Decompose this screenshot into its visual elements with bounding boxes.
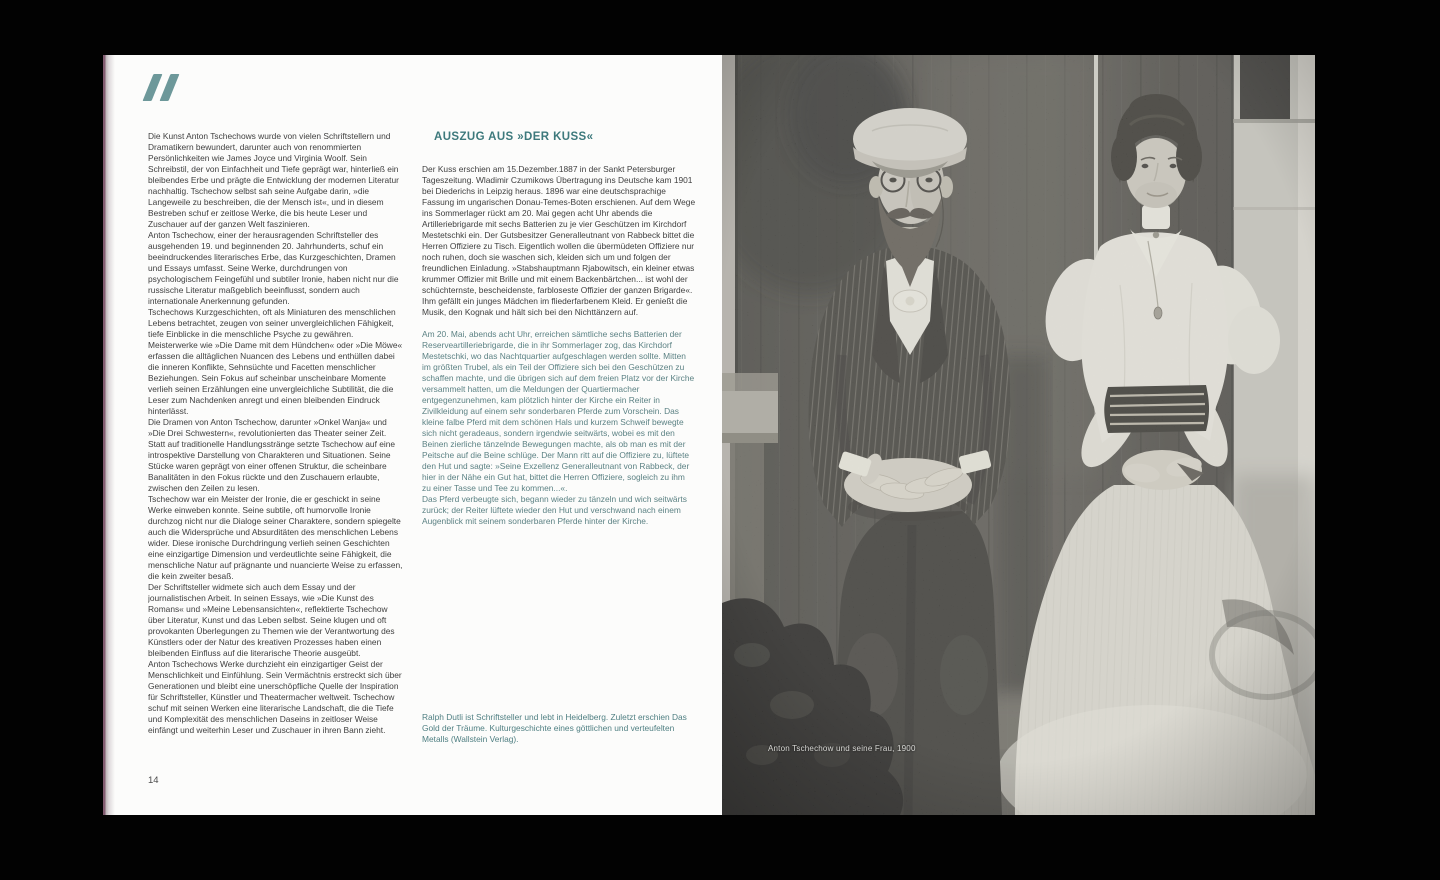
excerpt-intro-paragraph: Der Kuss erschien am 15.Dezember.1887 in der Sankt Petersburger Tageszeitung. Wladimir Czumikows Übertragung ins Deutsche kam 1901 bei Diederichs in Leipzig heraus. 1896 war eine deutschsprachige Fassung im ungarischen Donau-Temes-Boten erschienen. Auf dem Wege ins Sommerlager rückt am 20. Mai gegen acht Uhr abends die Artilleriebrigarde mit sechs Batterien zu je vier Geschützen im Kirchdorf Mestetschki ein. Der Gutsbesitzer Generalleutnant von Rabbeck bittet die Herren Offiziere zu Tisch. Eigentlich wollen die übermüdeten Offiziere nur noch ruhen, doch sie waschen sich, kleiden sich um und folgen der freundlichen Einladung. »Stabshauptmann Rjabowitsch, ein kleiner etwas krummer Offizier mit Brille und mit einem Backenbärtchen... ist wohl der schüchternste, bescheidenste, farbloseste Offizier der ganzen Brigarde«. Ihm gefällt ein junges Mädchen im fliederfarbenem Kleid. Er genießt die Musik, den Kognak und hält sich bei den Nichttänzern auf. <box>422 164 696 317</box>
excerpt-quote-paragraph: Das Pferd verbeugte sich, begann wieder zu tänzeln und wich seitwärts zurück; der Reiter lüftete wieder den Hut und verschwand nach einem Augenblick mit seinem sonderbaren Pferde hinter der Kirche. <box>422 494 687 526</box>
chekhov-photo-illustration <box>722 55 1315 815</box>
pull-quote-slashes-icon <box>148 74 182 104</box>
author-bio-note: Ralph Dutli ist Schriftsteller und lebt in Heidelberg. Zuletzt erschien Das Gold der Träume. Kulturgeschichte eines göttlichen und verteufelten Metalls (Wallstein Verlag). <box>422 712 687 744</box>
excerpt-column <box>422 131 696 799</box>
article-paragraph: Tschechow war ein Meister der Ironie, die er geschickt in seine Werke einweben konnte. Seine subtile, oft humorvolle Ironie durchzog nicht nur die Dialoge seiner Charaktere, sondern spiegelte auch die Widersprüche und Absurditäten des menschlichen Lebens wider. Diese ironische Durchdringung verlieh seinen Geschichten eine einzigartige Dimension und verdeutlichte seine Fähigkeit, die menschliche Natur auf prägnante und nuancierte Weise zu erfassen, die kein zweiter besaß. <box>148 494 403 581</box>
slash-icon <box>143 74 163 101</box>
article-paragraph: Anton Tschechow, einer der herausragenden Schriftsteller des ausgehenden 19. und beginnenden 20. Jahrhunderts, schuf ein beeindruckendes literarisches Erbe, das Kurzgeschichten, Dramen und Essays umfasst. Seine Werke, durchdrungen von psychologischem Feingefühl und subtiler Ironie, haben nicht nur die russische Literatur maßgeblich beeinflusst, sondern auch internationale Anerkennung gefunden. <box>148 230 399 306</box>
article-paragraph: Die Kunst Anton Tschechows wurde von vielen Schriftstellern und Dramatikern bewundert, darunter auch von renommierten Persönlichkeiten wie James Joyce und Virginia Woolf. Sein Schreibstil, der von Einfachheit und Tiefe geprägt war, hinterließ ein bleibendes Erbe und prägte die Entwicklung der modernen Literatur nachhaltig. Tschechow selbst sah seine Aufgabe darin, »die Langeweile zu beschreiben, die der Mensch ist«, und in diesem Bestreben schuf er zeitlose Werke, die bis heute Leser und Zuschauer auf der ganzen Welt faszinieren. <box>148 131 399 229</box>
slash-icon <box>160 74 180 101</box>
photo-caption: Anton Tschechow und seine Frau, 1900 <box>768 744 916 753</box>
article-text-column <box>148 131 404 783</box>
excerpt-heading: AUSZUG AUS »DER KUSS« <box>434 131 594 143</box>
article-paragraph: Tschechows Kurzgeschichten, oft als Miniaturen des menschlichen Lebens betrachtet, zeugen von seiner unvergleichlichen Fähigkeit, tiefe Einblicke in die menschliche Psyche zu gewähren. Meisterwerke wie »Die Dame mit dem Hündchen« oder »Die Möwe« erfassen die alltäglichen Nuancen des Lebens und enthüllen dabei die inneren Konflikte, Sehnsüchte und Facetten menschlicher Beziehungen. Sein Fokus auf scheinbar unscheinbare Momente verlieh seinen Erzählungen eine unvergleichliche Subtilität, die die Leser zum Nachdenken anregt und einen bleibenden Eindruck hinterlässt. <box>148 307 403 416</box>
page-number: 14 <box>148 775 159 786</box>
article-paragraph: Die Dramen von Anton Tschechow, darunter »Onkel Wanja« und »Die Drei Schwestern«, revolutionierten das Theater seiner Zeit. Statt auf traditionelle Handlungsstränge setzte Tschechow auf eine introspektive Darstellung von Charakteren und Situationen. Seine Stücke waren geprägt von einer offenen Struktur, die scheinbare Banalitäten in den Fokus rückte und den Zuschauern erlaubte, zwischen den Zeilen zu lesen. <box>148 417 396 493</box>
article-paragraph: Der Schriftsteller widmete sich auch dem Essay und der journalistischen Arbeit. In seinen Essays, wie »Die Kunst des Romans« und »Meine Lebensansichten«, reflektierte Tschechow über Literatur, Kunst und das Leben selbst. Seine klugen und oft provokanten Überlegungen zu Themen wie der Verantwortung des Künstlers oder der Natur des kreativen Prozesses haben einen bleibenden Einfluss auf die literarische Theorie ausgeübt. <box>148 582 395 658</box>
excerpt-quote-paragraph: Am 20. Mai, abends acht Uhr, erreichen sämtliche sechs Batterien der Reserveartilleriebrigarde, die in ihr Sommerlager zog, das Kirchdorf Mestetschki, wo das Nachtquartier aufgeschlagen werden sollte. Mitten im größten Trubel, als ein Teil der Offiziere sich bei den Geschützen zu schaffen machte, und die übrigen sich auf dem freien Platz vor der Kirche versammelt hatten, um die Meldungen der Quartiermacher entgegenzunehmen, kam plötzlich hinter der Kirche ein Reiter in Zivilkleidung auf einem sehr sonderbaren Pferde zum Vorschein. Das kleine falbe Pferd mit dem schönen Hals und kurzem Schweif bewegte sich nicht geradeaus, sondern irgendwie seitwärts, wobei es mit den Beinen zierliche tänzelnde Bewegungen machte, als ob man es mit der Peitsche auf die Beine schlüge. Der Mann ritt auf die Offiziere zu, lüftete den Hut und sagte: »Seine Exzellenz Generalleutnant von Rabbeck, der hier in der Nähe ein Gut hat, bittet die Herren Offiziere, sogleich zu ihm zu einer Tasse und Tee zu kommen...«. <box>422 329 695 493</box>
photo-anton-chekhov-and-wife <box>722 55 1315 815</box>
vignette-overlay <box>722 55 1315 815</box>
article-paragraph: Anton Tschechows Werke durchzieht ein einzigartiger Geist der Menschlichkeit und Einfühlung. Sein Vermächtnis erstreckt sich über Generationen und bleibt eine unerschöpfliche Quelle der Inspiration für Schriftsteller, Künstler und Theatermacher weltweit. Tschechow schuf mit seinen Werken eine literarische Landschaft, die die Tiefe und Komplexität des menschlichen Daseins in zeitloser Weise einfängt und weiterhin Leser und Zuschauer in ihren Bann zieht. <box>148 659 402 735</box>
magazine-page-spread <box>103 55 1315 815</box>
